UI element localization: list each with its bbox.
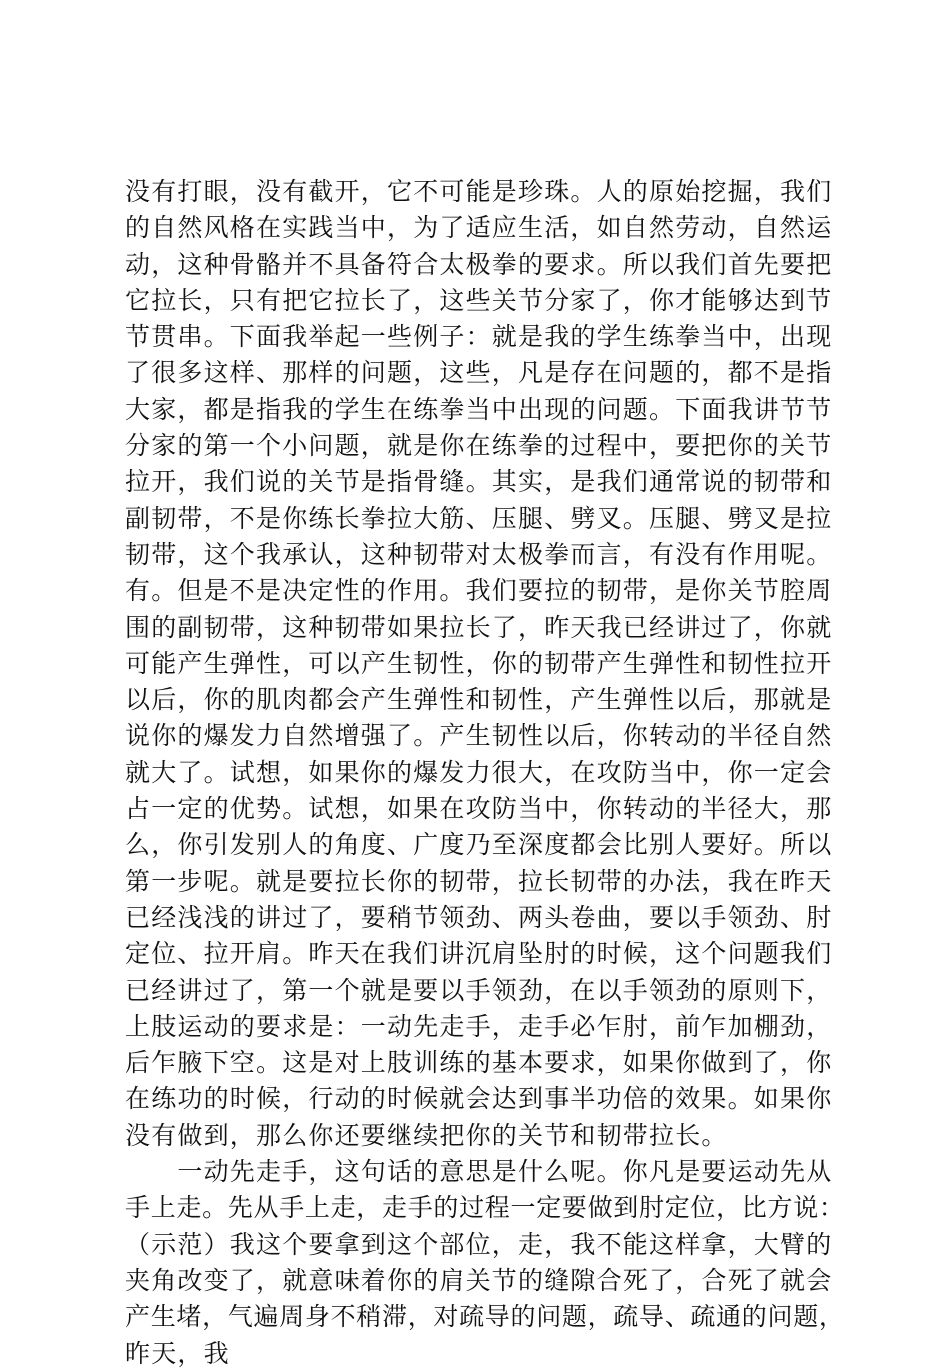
text-line: 就大了。试想，如果你的爆发力很大，在攻防当中，你一定会: [125, 757, 833, 787]
text-line: 以后，你的肌肉都会产生弹性和韧性，产生弹性以后，那就是: [125, 685, 833, 715]
text-line: 定位、拉开肩。昨天在我们讲沉肩坠肘的时候，这个问题我们: [125, 939, 833, 969]
text-line: 占一定的优势。试想，如果在攻防当中，你转动的半径大，那: [125, 794, 833, 824]
text-line: 韧带，这个我承认，这种韧带对太极拳而言，有没有作用呢。: [125, 539, 833, 569]
text-line: 可能产生弹性，可以产生韧性，你的韧带产生弹性和韧性拉开: [125, 648, 833, 678]
text-line: 了很多这样、那样的问题，这些，凡是存在问题的，都不是指: [125, 358, 833, 388]
text-line: 没有做到，那么你还要继续把你的关节和韧带拉长。: [125, 1120, 728, 1150]
text-line: 没有打眼，没有截开，它不可能是珍珠。人的原始挖掘，我们: [125, 177, 833, 206]
text-line: 昨天，我: [125, 1338, 230, 1368]
text-line: 副韧带，不是你练长拳拉大筋、压腿、劈叉。压腿、劈叉是拉: [125, 503, 833, 533]
text-line: 节贯串。下面我举起一些例子：就是我的学生练拳当中，出现: [125, 322, 833, 352]
text-line: 分家的第一个小问题，就是你在练拳的过程中，要把你的关节: [125, 431, 833, 461]
text-line: 第一步呢。就是要拉长你的韧带，拉长韧带的办法，我在昨天: [125, 866, 833, 896]
text-line: 一动先走手，这句话的意思是什么呢。你凡是要运动先从: [125, 1157, 833, 1187]
text-line: 围的副韧带，这种韧带如果拉长了，昨天我已经讲过了，你就: [125, 612, 833, 642]
text-line: 它拉长，只有把它拉长了，这些关节分家了，你才能够达到节: [125, 285, 833, 315]
text-line: 夹角改变了，就意味着你的肩关节的缝隙合死了，合死了就会: [125, 1265, 833, 1295]
text-line: 拉开，我们说的关节是指骨缝。其实，是我们通常说的韧带和: [125, 467, 833, 497]
text-line: 后乍腋下空。这是对上肢训练的基本要求，如果你做到了，你: [125, 1048, 833, 1078]
text-line: 已经浅浅的讲过了，要稍节领劲、两头卷曲，要以手领劲、肘: [125, 902, 833, 932]
text-line: 上肢运动的要求是：一动先走手，走手必乍肘，前乍加棚劲，: [125, 1011, 833, 1041]
text-line: 在练功的时候，行动的时候就会达到事半功倍的效果。如果你: [125, 1084, 833, 1114]
text-line: 么，你引发别人的角度、广度乃至深度都会比别人要好。所以: [125, 830, 833, 860]
text-line: 说你的爆发力自然增强了。产生韧性以后，你转动的半径自然: [125, 721, 833, 751]
text-line: 手上走。先从手上走，走手的过程一定要做到肘定位，比方说：: [125, 1193, 845, 1223]
body-text: [125, 174, 845, 1372]
text-line: 的自然风格在实践当中，为了适应生活，如自然劳动，自然运: [125, 213, 833, 243]
text-line: 动，这种骨骼并不具备符合太极拳的要求。所以我们首先要把: [125, 249, 833, 279]
text-line: 大家，都是指我的学生在练拳当中出现的问题。下面我讲节节: [125, 394, 833, 424]
text-line: 产生堵，气遍周身不稍滞，对疏导的问题，疏导、疏通的问题，: [125, 1302, 845, 1332]
text-line: （示范）我这个要拿到这个部位，走，我不能这样拿，大臂的: [125, 1229, 833, 1259]
text-line: 已经讲过了，第一个就是要以手领劲，在以手领劲的原则下，: [125, 975, 833, 1005]
text-line: 有。但是不是决定性的作用。我们要拉的韧带，是你关节腔周: [125, 576, 833, 606]
